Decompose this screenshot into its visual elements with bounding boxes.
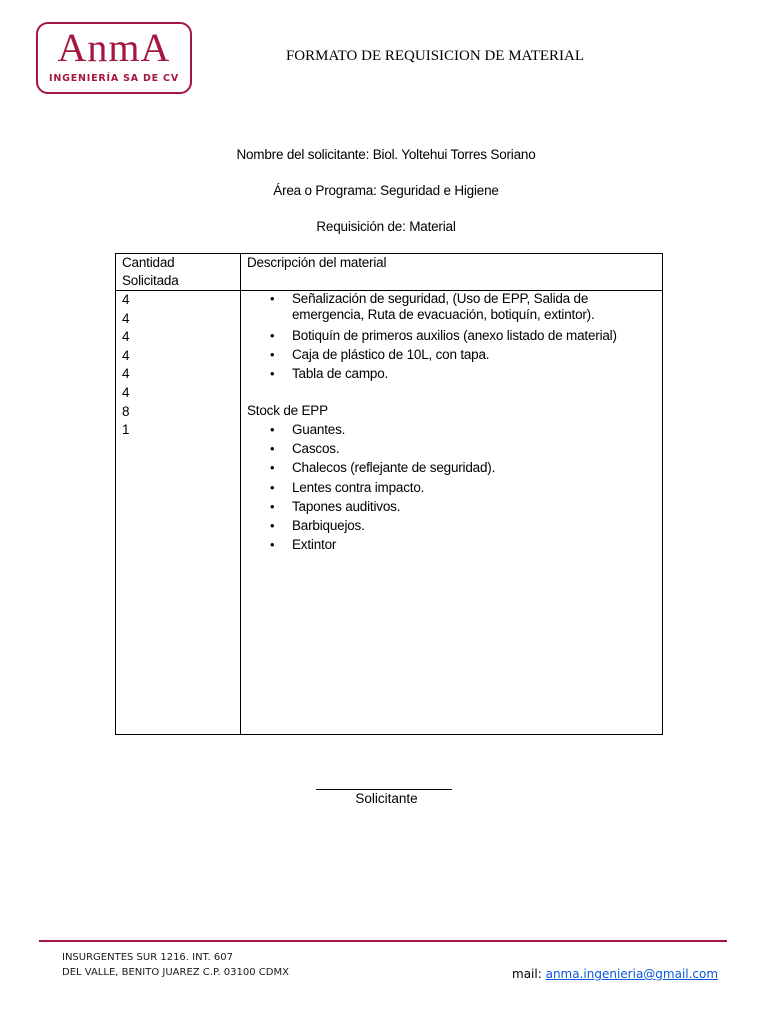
list-item: • Tabla de campo. (247, 364, 656, 383)
list-item: • Señalización de seguridad, (Uso de EPP, Salida de emergencia, Ruta de evacuación, botiquín, extintor). (247, 291, 656, 323)
stock-epp-heading: Stock de EPP (247, 403, 328, 418)
email-link[interactable]: anma.ingenieria@gmail.com (545, 967, 719, 981)
epp-stock-list (247, 420, 656, 554)
quantity-value: 4 (122, 366, 130, 382)
requester-name-field: Nombre del solicitante: Biol. Yoltehui Torres Soriano (236, 147, 536, 162)
quantity-value: 4 (122, 384, 130, 400)
list-item: • Barbiquejos. (247, 516, 656, 535)
footer-address-line2: DEL VALLE, BENITO JUAREZ C.P. 03100 CDMX (62, 967, 289, 978)
table-row (116, 291, 663, 735)
description-cell (241, 291, 663, 735)
requisition-table (115, 253, 663, 735)
logo-wordmark: AnmA (57, 25, 171, 70)
footer-mail (512, 966, 718, 982)
list-item: • Lentes contra impacto. (247, 478, 656, 497)
quantity-value: 4 (122, 292, 130, 307)
list-item: • Chalecos (reflejante de seguridad). (247, 458, 656, 477)
quantity-value: 8 (122, 403, 130, 419)
requisition-type-field: Requisición de: Material (316, 219, 456, 234)
table-header-row (116, 254, 663, 291)
list-item: • Guantes. (247, 420, 656, 439)
footer-address-line1: INSURGENTES SUR 1216. INT. 607 (62, 952, 233, 963)
quantity-value: 4 (122, 347, 130, 363)
quantity-cell (116, 291, 241, 735)
quantity-value: 4 (122, 329, 130, 345)
column-header-quantity: Cantidad Solicitada (116, 254, 241, 291)
quantity-value: 4 (122, 310, 130, 326)
area-program-field: Área o Programa: Seguridad e Higiene (273, 183, 499, 198)
footer-divider (39, 940, 727, 942)
company-logo (36, 22, 192, 94)
logo-subtitle: INGENIERÍA SA DE CV (49, 73, 179, 84)
list-item: • Botiquín de primeros auxilios (anexo listado de material) (247, 326, 656, 345)
list-item: • Caja de plástico de 10L, con tapa. (247, 345, 656, 364)
column-header-description: Descripción del material (241, 254, 663, 291)
document-title: FORMATO DE REQUISICION DE MATERIAL (285, 48, 585, 64)
mail-label: mail: (512, 967, 542, 981)
signature-label: Solicitante (355, 791, 418, 806)
material-list (247, 291, 656, 383)
list-item: • Cascos. (247, 439, 656, 458)
quantity-value: 1 (122, 422, 130, 438)
list-item: • Extintor (247, 535, 656, 554)
list-item: • Tapones auditivos. (247, 497, 656, 516)
